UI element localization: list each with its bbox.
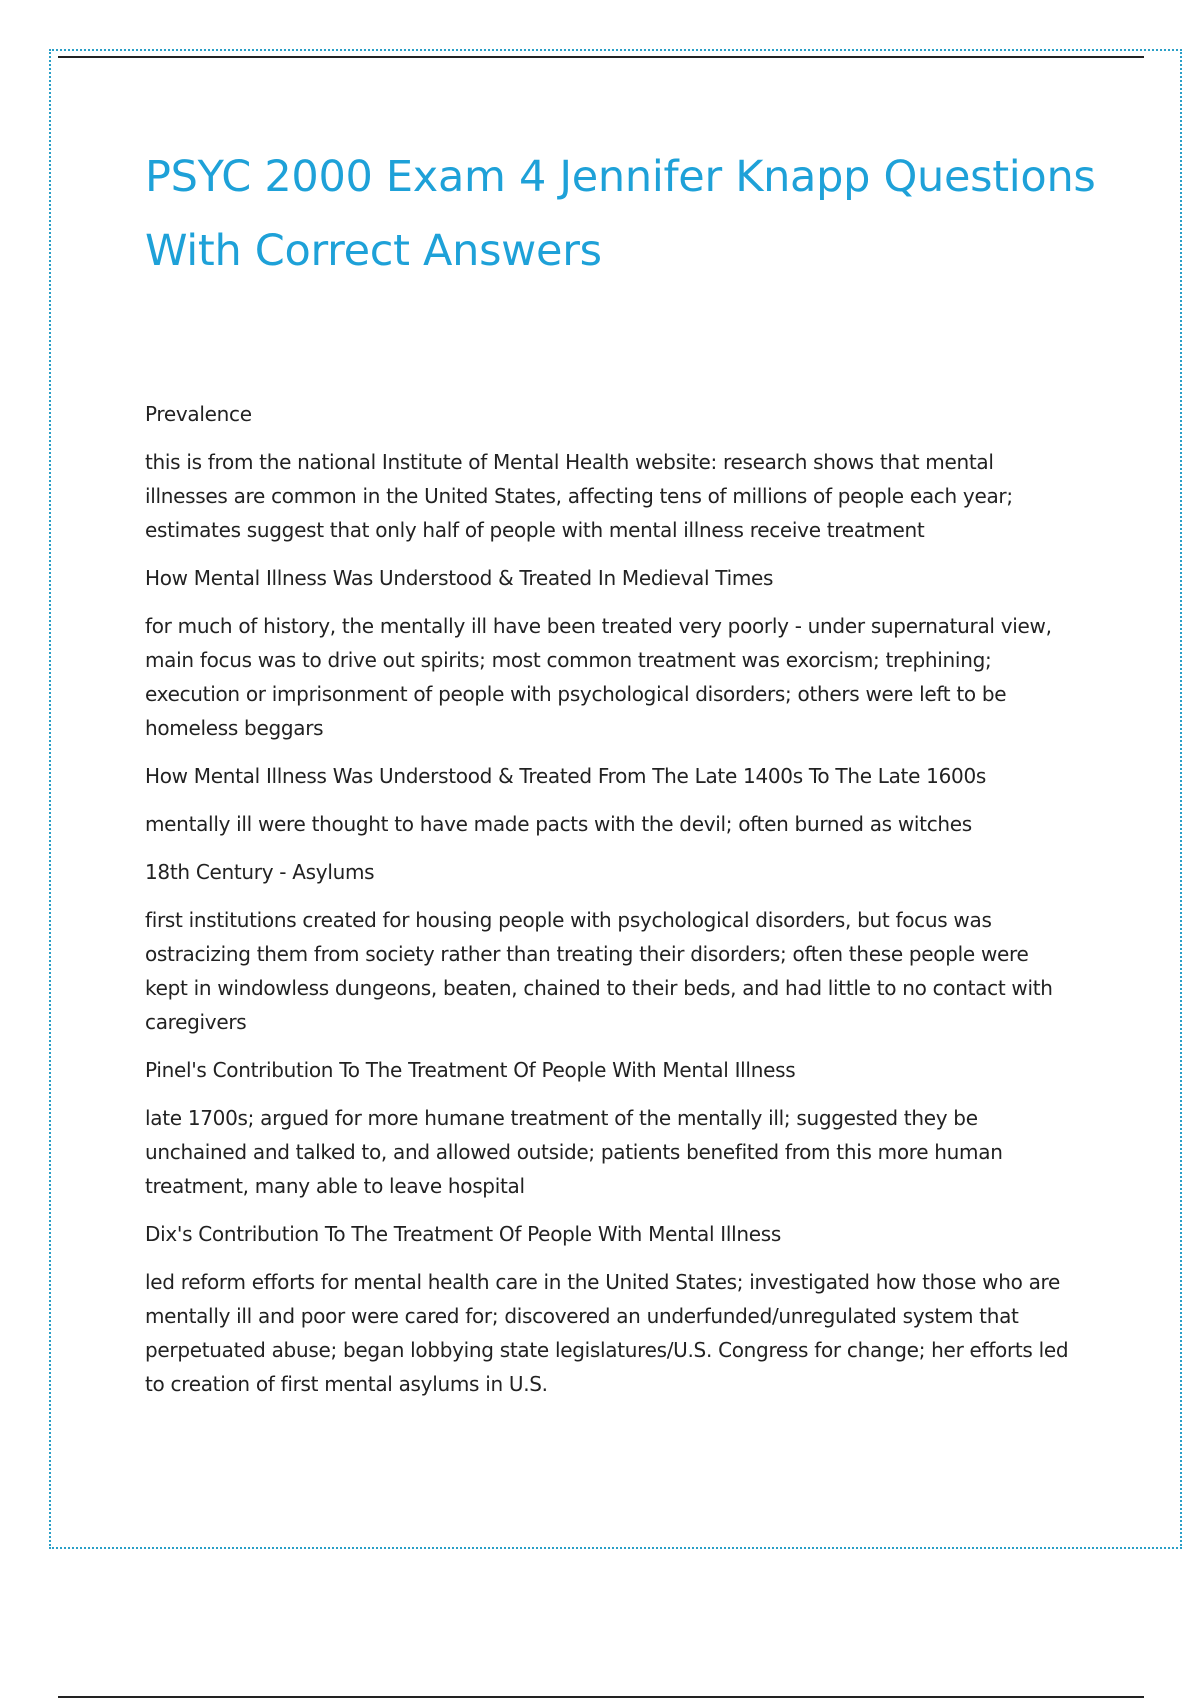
term-dix: Dix's Contribution To The Treatment Of People With Mental Illness	[145, 1222, 781, 1246]
document-title: PSYC 2000 Exam 4 Jennifer Knapp Questions With Correct Answers	[145, 152, 1096, 276]
term-1400s-1600s: How Mental Illness Was Understood & Treated From The Late 1400s To The Late 1600s	[145, 764, 986, 788]
definition-asylums: first institutions created for housing people with psychological disorders, but focus was ostracizing them from society rather than treating their disorders; often these people were kept in windowless dungeons, beaten, chained to their beds, and had little to no contact with caregivers	[145, 908, 1053, 1034]
bottom-rule	[58, 1696, 1144, 1698]
definition-pinel: late 1700s; argued for more humane treatment of the mentally ill; suggested they be unchained and talked to, and allowed outside; patients benefited from this more human treatment, many able to leave hospital	[145, 1106, 1003, 1198]
qa-list	[145, 397, 1095, 1415]
definition-1400s-1600s: mentally ill were thought to have made pacts with the devil; often burned as witches	[145, 812, 972, 836]
term-prevalence: Prevalence	[145, 402, 252, 426]
term-asylums: 18th Century - Asylums	[145, 860, 375, 884]
definition-medieval-times: for much of history, the mentally ill have been treated very poorly - under supernatural view, main focus was to drive out spirits; most common treatment was exorcism; trephining; execution or imprisonment of people with psychological disorders; others were left to be homeless beggars	[145, 614, 1052, 740]
definition-dix: led reform efforts for mental health care in the United States; investigated how those who are mentally ill and poor were cared for; discovered an underfunded/unregulated system that perpetuated abuse; began lobbying state legislatures/U.S. Congress for change; her efforts led to creation of first mental asylums in U.S.	[145, 1270, 1069, 1396]
term-pinel: Pinel's Contribution To The Treatment Of People With Mental Illness	[145, 1058, 796, 1082]
definition-prevalence: this is from the national Institute of Mental Health website: research shows that mental illnesses are common in the United States, affecting tens of millions of people each year; estimates suggest that only half of people with mental illness receive treatment	[145, 450, 1013, 542]
term-medieval-times: How Mental Illness Was Understood & Treated In Medieval Times	[145, 566, 774, 590]
